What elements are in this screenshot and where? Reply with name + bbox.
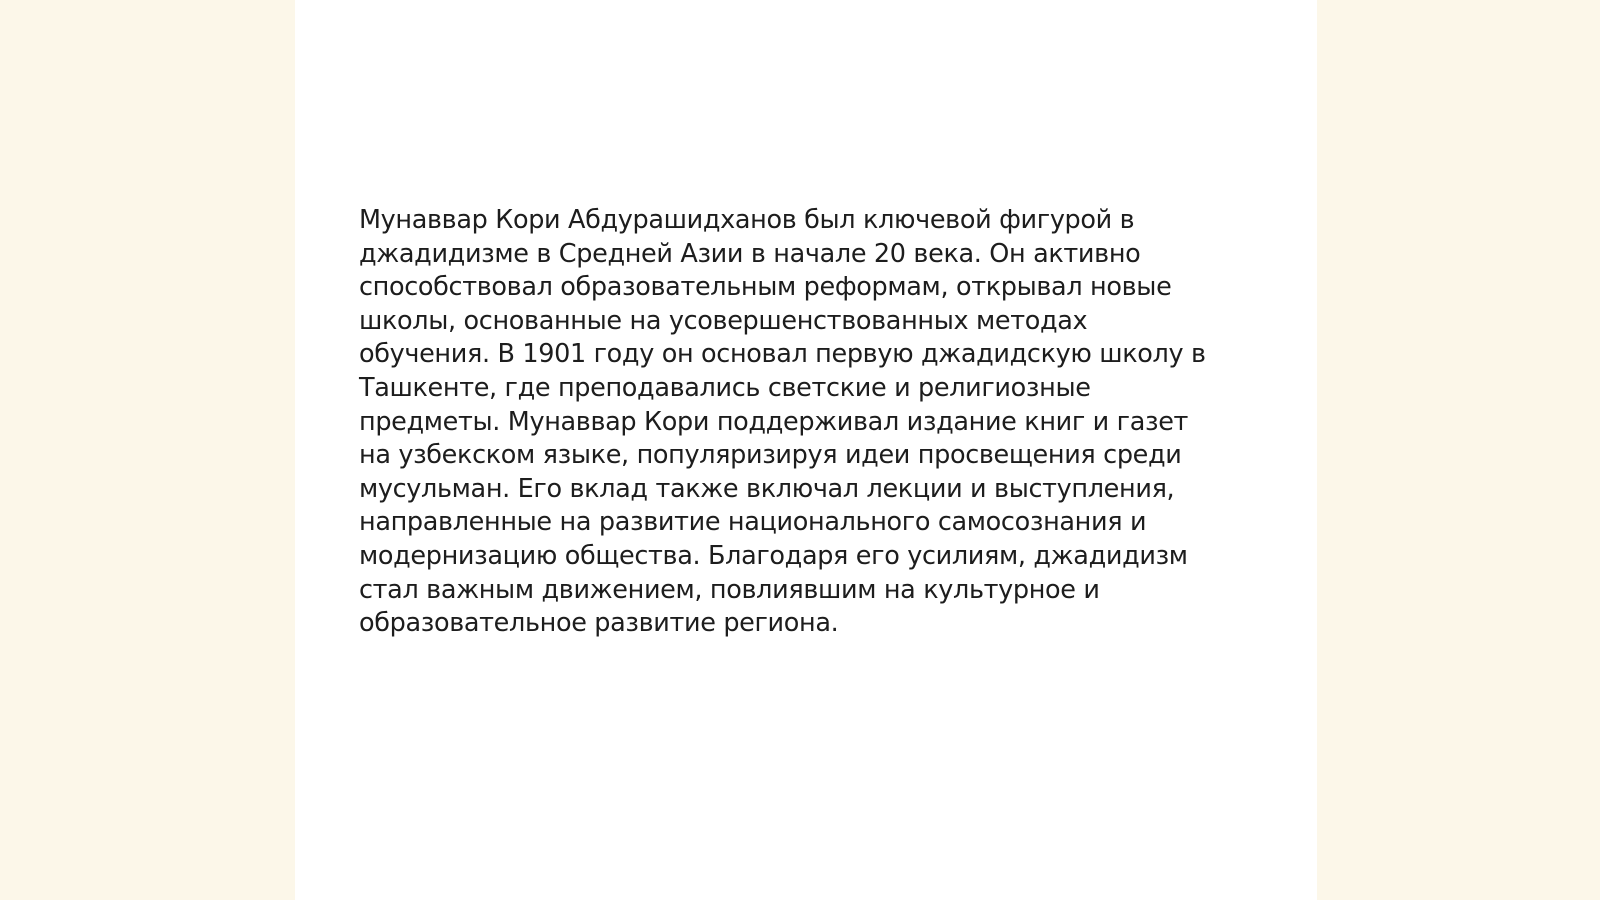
body-paragraph — [359, 204, 1239, 641]
paragraph-line: Мунаввар Кори Абдурашидханов был ключевой фигурой в — [359, 205, 1135, 235]
paragraph-line: обучения. В 1901 году он основал первую джадидскую школу в — [359, 339, 1206, 370]
paragraph-line: модернизацию общества. Благодаря его усилиям, джадидизм — [359, 540, 1188, 571]
slide — [295, 0, 1317, 900]
paragraph-line: стал важным движением, повлиявшим на культурное и — [359, 574, 1100, 605]
paragraph-line: способствовал образовательным реформам, открывал новые — [359, 272, 1172, 303]
paragraph-line: Ташкенте, где преподавались светские и религиозные — [359, 372, 1091, 403]
paragraph-line: школы, основанные на усовершенствованных методах — [359, 305, 1088, 336]
paragraph-line: предметы. Мунаввар Кори поддерживал издание книг и газет — [359, 406, 1189, 437]
paragraph-line: джадидизме в Средней Азии в начале 20 века. Он активно — [359, 238, 1141, 269]
paragraph-line: направленные на развитие национального самосознания и — [359, 507, 1147, 538]
paragraph-line: на узбекском языке, популяризируя идеи просвещения среди — [359, 440, 1182, 471]
paragraph-line: мусульман. Его вклад также включал лекции и выступления, — [359, 473, 1175, 504]
paragraph-line: образовательное развитие региона. — [359, 608, 839, 639]
